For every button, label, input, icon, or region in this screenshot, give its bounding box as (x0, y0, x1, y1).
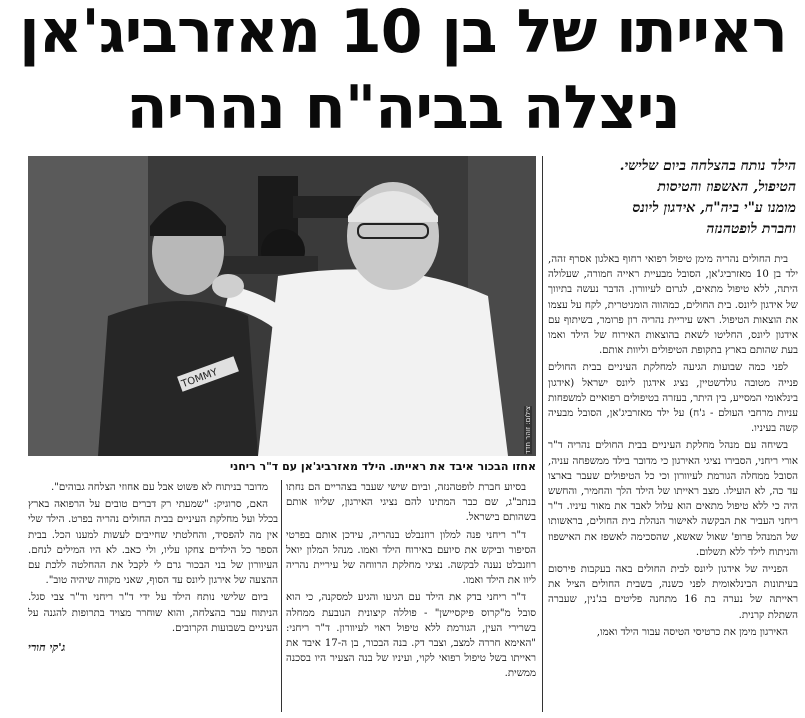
headline (8, 2, 798, 150)
column-rule (542, 156, 543, 712)
subhead-line-1: הילד נותח בהצלחה ביום שלישי. (619, 158, 796, 174)
paragraph: האם, סרוגיק: "שמעתי רק דברים טובים על הרפואה בארץ בכלל ועל מחלקת העיניים בבית החולים נהריה בפרט. הילד שלי אין מה להפסיד, והחלטתי שחייבים לעשות למענו הכל. בבית הספר כל הילדים צחקו עליו, ולי כאב. לא היו המילים לנחם. העיוורון של בני הבכור גרם לי לקבל את ההחלטה ללכת עם ההצעה של אירגון ליונס עד הסוף, שאני מקווה שיהיה טוב". (28, 499, 278, 587)
photo-illustration (28, 156, 536, 456)
shirt-logo: TOMMY (180, 367, 220, 391)
byline: ג'קי חורי (28, 641, 66, 655)
article-column-right (548, 252, 798, 712)
headline-line-2: ניצלה בביה"ח נהריה (126, 78, 680, 143)
paragraph: האירגון מימן את כרטיסי הטיסה עבור הילד ואמו, (596, 626, 788, 638)
subhead-line-3: מומנו ע"י ביה"ח, אידגון ליונס (632, 200, 796, 216)
paragraph: ד"ר ריחני פנה למלון רוזנבלט בנהריה, עידכן אותם בפרטי הסיפור וביקש את סיועם באירוח הילד ואמו. מנהל המלון יואל רוזנבלט נענה לבקשה. נציגי מחלקת הרווחה של עיריית נהריה ליוו את הילד ואמו. (286, 529, 536, 587)
paragraph: בסיוע חברת לופטהנזה, וביום שישי שעבר בצהריים הם נחתו בנתב"ג, שם כבר המתינו להם נציגי האירגון, שליוו אותם בשהותם בישראל. (286, 482, 536, 524)
article-photo (28, 156, 536, 456)
subhead-line-2: הטיפול, האשפוז והטיסות (657, 179, 796, 195)
paragraph: ד"ר ריחני בדק את הילד עם הגיעו והגיע למסקנה, כי הוא סובל מ"קרוס פיקסיישן" - פוללה קיצונית הנובעת ממחלה בשרירי העין, הגורמת ללא טיפול ראוי לעיוורון. ד"ר ריחני: "האימא חררה למצב, וצבר דק. בנה הבכור, בן ה-17 איבד את ראייתו בשל טיפול רפואי לקוי, ועיניו של בנה הצעיר היו בסכנה ממשית. (286, 592, 536, 680)
paragraph: בית החולים נהריה מימן טיפול רפואי רחוף באלגון אסרף זהה, ילד בן 10 מאזרביג'אן, הסובל מבעיית ראייה חמורה, שעלולה היתה, ללא טיפול מתאים, לגרום לעיוורון. הדבר נעשה בתיווך של אידגון ליונס. בית החולים, כמהווה הומניטרית, לקח על עצמו את הוצאות הטיפול. ראש עיריית נהריה רון פרומר, בשיתוף עם אידגון ליונס, החליטו לשאת בהוצאות האירוח של הילד ואמו בעת שהותם בארץ בתקופת הטיפולים וליוות אותם. (548, 254, 798, 357)
paragraph: הפנייה של אידגון ליונס לבית החולים באה בעקבות פירסום בעיתונות הבינלאומית לפני כשנה, בשבית החולים הציל את ראייתה של נערה בת 16 מתחנה פליטים בג'נין, שעברה השתלת קרנית. (548, 564, 798, 621)
photo-credit: צילום: זוהר חדד (524, 405, 532, 454)
article-column-middle (286, 480, 536, 712)
paragraph: בשיחה עם מנהל מחלקת העיניים בבית החולים נהריה ד"ר אורי ריחני, הסבירו נציגי האירגון כי מדובר בילד ממשפחה עניה, הסובל ממחלה הגורמת לעיוורון וכי כל הטיפולים שעבר בארצו עד כה, לא הועילו. מצב ראייתו של הילד הלך והחמיר, והחשש היה כי ללא טיפול מתאים הוא עלול לאבד את מאור עיניו. ד"ר ריחני העביר את הבקשה לאישור הנהלת בית החולים, בראשותו של המנהל פרופ' שאול שאשא, שהסכימה לאשפז את האישפוז והניתוח לילד ללא תשלום. (548, 440, 798, 558)
photo-caption: אחזו הבכור איבד את ראייתו. הילד מאזרביג'אן עם ד"ר ריחני (229, 460, 536, 473)
column-rule (281, 480, 282, 712)
paragraph: ביום שלישי נותח הילד על ידי ד"ר ריחני וד"ר צבי סגל. הניתוח עבר בהצלחה, והוא שוחרר מצויד בתרופות להגנה על העיניים בשבועות הקרובים. (28, 592, 278, 634)
subheadline (548, 156, 796, 240)
headline-line-1: ראייתו של בן 10 מאזרביג'אן (19, 2, 787, 67)
article-column-left (28, 480, 278, 712)
subhead-line-4: וחברת לופטהנזה (706, 221, 796, 237)
paragraph: מדובר בניתוח לא פשוט אבל עם אחוזי הצלחה גבוהים". (50, 482, 268, 493)
paragraph: לפני כמה שבועות הגיעה למחלקת העיניים בבית החולים פנייה מטובה גולדשטיין, נציג אידגון ליונס ישראל (אידגון בינלאומי המסייע, בין היתר, בעזרה בטיפולים רפואיים למשפחות עניות מרחבי העולם - ג'ח) על ילד מאזרביג'אן, הסובל מבעיה קשה בעיניו. (548, 362, 798, 435)
